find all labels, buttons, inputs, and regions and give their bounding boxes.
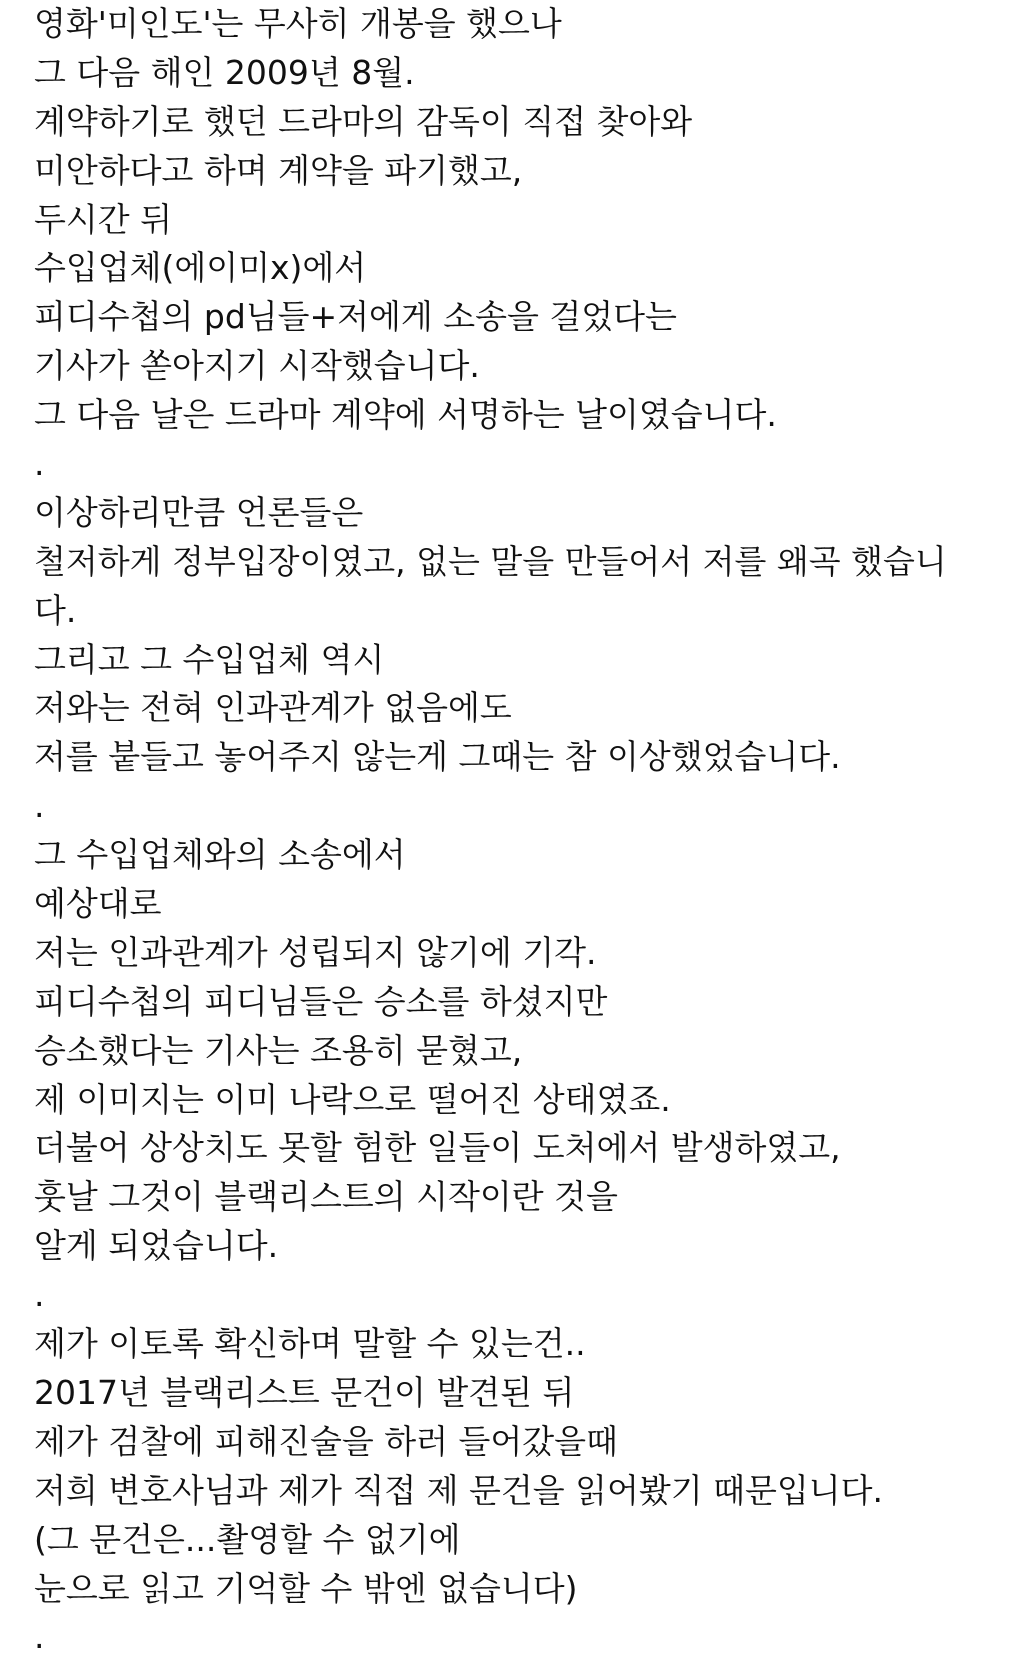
post-line: 저를 붙들고 놓어주지 않는게 그때는 참 이상했었습니다. <box>34 737 841 777</box>
post-line: 그리고 그 수입업체 역시 <box>34 639 385 679</box>
post-line: 훗날 그것이 블랙리스트의 시작이란 것을 <box>34 1177 618 1217</box>
post-line: 제가 이토록 확신하며 말할 수 있는건.. <box>34 1324 586 1364</box>
post-line: . <box>34 444 45 484</box>
post-line: 기사가 쏟아지기 시작했습니다. <box>34 346 480 386</box>
post-line: 저와는 전혀 인과관계가 없음에도 <box>34 688 512 728</box>
post-line: 그 다음 날은 드라마 계약에 서명하는 날이였습니다. <box>34 395 777 435</box>
post-line: 영화'미인도'는 무사히 개봉을 했으나 <box>34 4 562 43</box>
post-line: . <box>34 1617 45 1657</box>
post-line: 알게 되었습니다. <box>34 1226 279 1266</box>
post-line: 눈으로 읽고 기억할 수 밖엔 없습니다) <box>34 1568 578 1608</box>
post-line: 제가 검찰에 피해진술을 하러 들어갔을때 <box>34 1421 618 1461</box>
post-line: 피디수첩의 피디님들은 승소를 하셨지만 <box>34 981 608 1021</box>
post-line: 그 수입업체와의 소송에서 <box>34 835 406 875</box>
post-line: 저는 인과관계가 성립되지 않기에 기각. <box>34 932 597 972</box>
post-line: 두시간 뒤 <box>34 199 173 239</box>
post-line: 예상대로 <box>34 884 162 924</box>
post-line: 제 이미지는 이미 나락으로 떨어진 상태였죠. <box>34 1079 671 1119</box>
post-body <box>34 0 1004 1662</box>
post-line: . <box>34 1275 45 1315</box>
post-line: 피디수첩의 pd님들+저에게 소송을 걸었다는 <box>34 297 677 337</box>
post-line: 더불어 상상치도 못할 험한 일들이 도처에서 발생하였고, <box>34 1128 841 1168</box>
post-line: 계약하기로 했던 드라마의 감독이 직접 찾아와 <box>34 101 693 141</box>
post-line: 이상하리만큼 언론들은 <box>34 492 364 532</box>
post-line: 수입업체(에이미x)에서 <box>34 248 367 288</box>
post-line: 승소했다는 기사는 조용히 묻혔고, <box>34 1030 523 1070</box>
post-line: 미안하다고 하며 계약을 파기했고, <box>34 150 523 190</box>
post-line: 다. <box>34 590 77 630</box>
post-line: (그 문건은...촬영할 수 없기에 <box>34 1519 461 1559</box>
post-line: 철저하게 정부입장이였고, 없는 말을 만들어서 저를 왜곡 했습니 <box>34 541 947 581</box>
post-line: . <box>34 786 45 826</box>
post-line: 그 다음 해인 2009년 8월. <box>34 52 415 92</box>
post-line: 저희 변호사님과 제가 직접 제 문건을 읽어봤기 때문입니다. <box>34 1470 883 1510</box>
post-line: 2017년 블랙리스트 문건이 발견된 뒤 <box>34 1372 575 1412</box>
